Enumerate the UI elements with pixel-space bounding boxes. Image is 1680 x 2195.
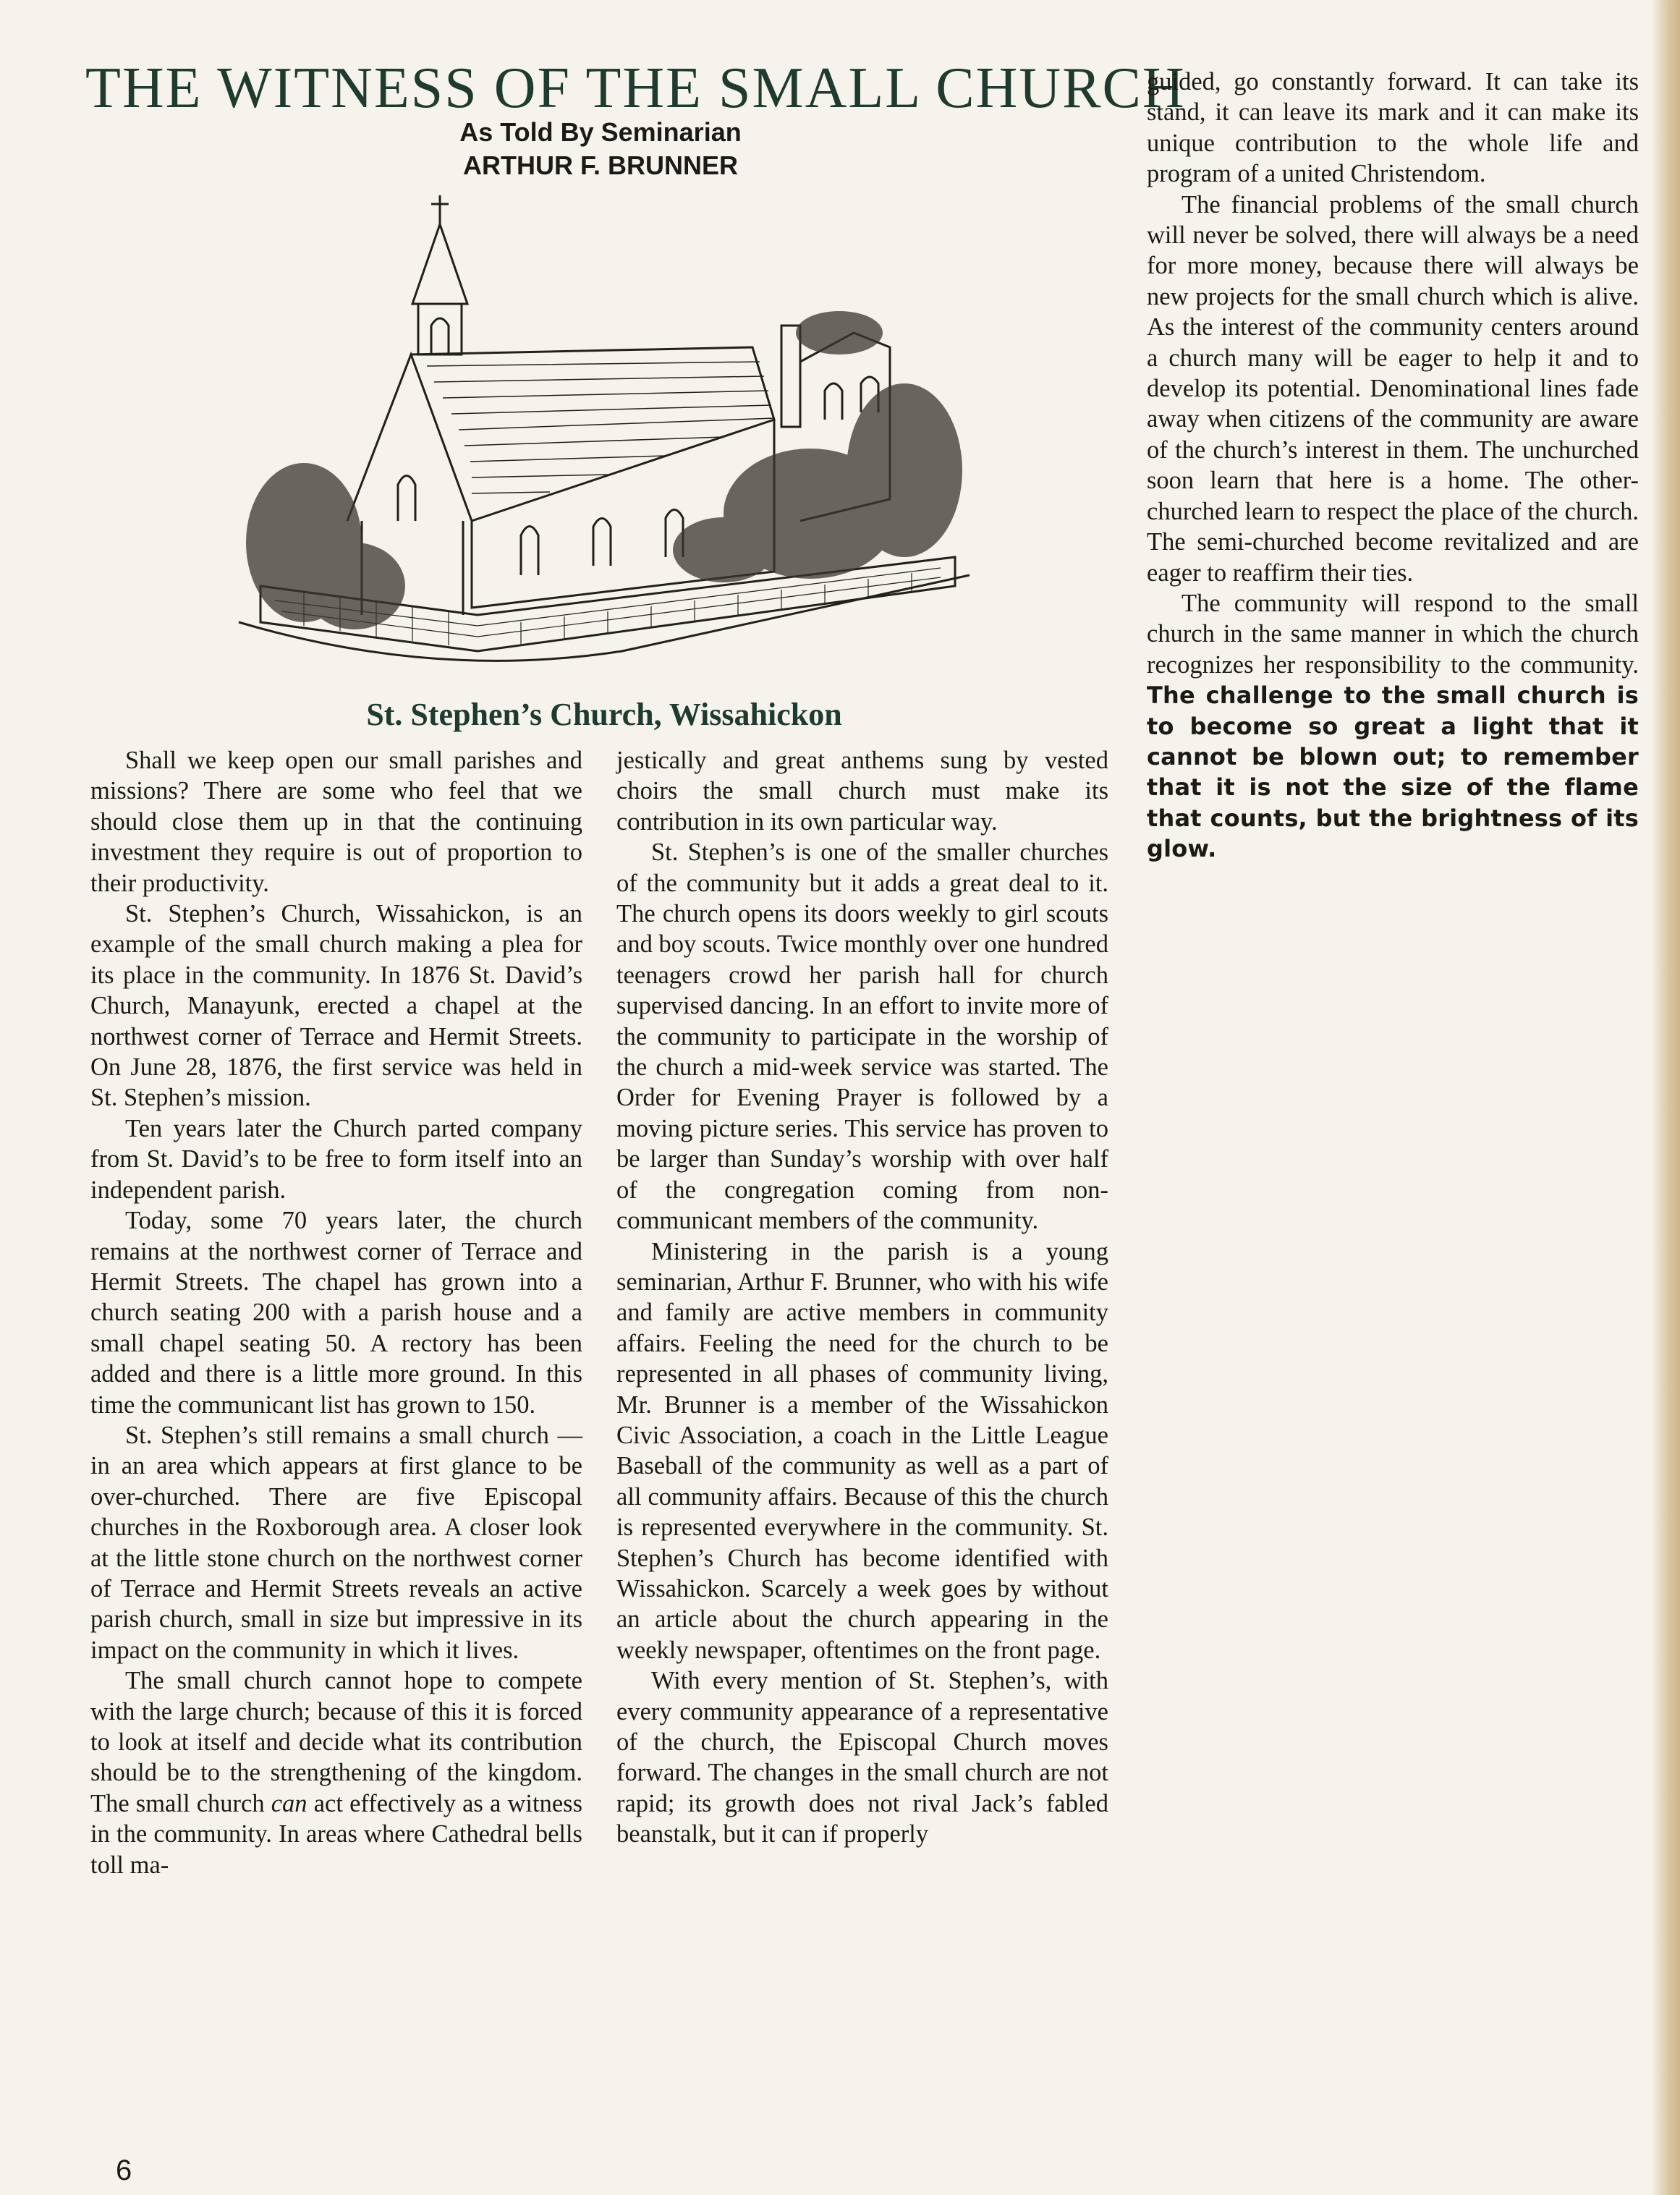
paragraph-continued: jestically and great anthems sung by vested choirs the small church must make its contribution in its own particular way. [616,747,1108,836]
paragraph: The financial problems of the small church will never be solved, there will always be a need for more money, because there will always be new projects for the small church which is alive. As the interest of the community centers around a church many will be eager to help it and to develop its potential. Denominational lines fade away when citizens of the community are aware of the church’s interest in them. The unchurched soon learn that here is a home. The other-churched learn to respect the place of the church. The semi-churched become revitalized and are eager to reaffirm their ties. [1147,190,1639,587]
chimney [781,326,800,427]
paragraph [90,1665,582,1880]
byline-line-1: As Told By Seminarian [459,117,742,147]
text-run: The small church cannot hope to compete with the large church; because of this it is forced to look at itself and decide what its contribution should be to the strengthening of the kingdom. The small church [90,1667,582,1817]
text-column-2 [616,745,1108,1850]
paragraph: Today, some 70 years later, the church remains at the northwest corner of Terrace and Hermit Streets. The chapel has grown into a church seating 200 with a parish house and a small chapel seating 50. A rectory has been added and there is a little more ground. In this time the communicant list has grown to 150. [90,1207,582,1419]
cross-icon [431,195,449,224]
paragraph: Shall we keep open our small parishes and missions? There are some who feel that we should close them up in that the continuing investment they require is out of proportion to their productivity. [90,747,582,897]
window [521,527,538,576]
page-number: 6 [116,2154,132,2186]
text-column-3 [1147,67,1639,865]
roof [411,347,774,521]
front-gable [347,354,472,521]
byline-author: ARTHUR F. BRUNNER [463,150,738,180]
paragraph: Ministering in the parish is a young seminarian, Arthur F. Brunner, who with his wife and family are active members in community affairs. Feeling the need for the church to be represented in all phases of community living, Mr. Brunner is a member of the Wissahickon Civic Association, a coach in the Little League Baseball of the community as well as a part of all community affairs. Because of this the church is represented everywhere in the community. St. Stephen’s Church has become identified with Wissahickon. Scarcely a week goes by without an article about the church appearing in the weekly newspaper, oftentimes on the front page. [616,1237,1108,1664]
byline [405,116,796,182]
church-illustration [217,181,984,695]
window [398,476,415,522]
paragraph-continued: guided, go constantly forward. It can take its stand, it can leave its mark and it can make its unique contribution to the whole life and program of a united Christendom. [1147,68,1639,188]
emphasis-can: can [271,1789,307,1817]
paragraph: With every mention of St. Stephen’s, with every community appearance of a representative of the church, the Episcopal Church moves forward. The changes in the small church are not rapid; its growth does not rival Jack’s fabled beanstalk, but it can if properly [616,1667,1108,1848]
illustration-caption: St. Stephen’s Church, Wissahickon [366,697,842,732]
closing-emphasis: The challenge to the small church is to become so great a light that it cannot be blown out; to remember that it is not the size of the flame that counts, but the brightness of its glow. [1147,682,1639,863]
steeple [412,224,467,304]
closing-paragraph [1147,588,1639,865]
paragraph: Ten years later the Church parted company from St. David’s to be free to form itself into an independent parish. [90,1114,582,1204]
bell-tower [418,304,462,354]
text-run: act effectively as a witness in the community. In areas where Cathedral bells toll ma- [90,1789,582,1879]
text-column-1 [90,745,582,1880]
paragraph: St. Stephen’s is one of the smaller churches of the community but it adds a great deal to it. The church opens its doors weekly to girl scouts and boy scouts. Twice monthly over one hundred teenagers crowd her parish hall for church supervised dancing. In an effort to invite more of the community to participate in the worship of the church a mid-week service was started. The Order for Evening Prayer is followed by a moving picture series. This service has proven to be larger than Sunday’s worship with over half of the congregation coming from non-communicant members of the community. [616,838,1108,1235]
text-run: The community will respond to the small church in the same manner in which the church recognizes her responsibility to the community. [1147,589,1639,679]
window [593,519,611,566]
paragraph: St. Stephen’s Church, Wissahickon, is an example of the small church making a plea for its place in the community. In 1876 St. David’s Church, Manayunk, erected a chapel at the northwest corner of Terrace and Hermit Streets. On June 28, 1876, the first service was held in St. Stephen’s mission. [90,900,582,1112]
paragraph: St. Stephen’s still remains a small church — in an area which appears at first glance to be over-churched. There are five Episcopal churches in the Roxborough area. A closer look at the little stone church on the northwest corner of Terrace and Hermit Streets reveals an active parish church, small in size but impressive in its impact on the community in which it lives. [90,1421,582,1664]
foliage [246,311,962,629]
page-edge [1651,0,1680,2195]
article-title: THE WITNESS OF THE SMALL CHURCH [85,56,1186,120]
belfry-arch [431,318,449,353]
